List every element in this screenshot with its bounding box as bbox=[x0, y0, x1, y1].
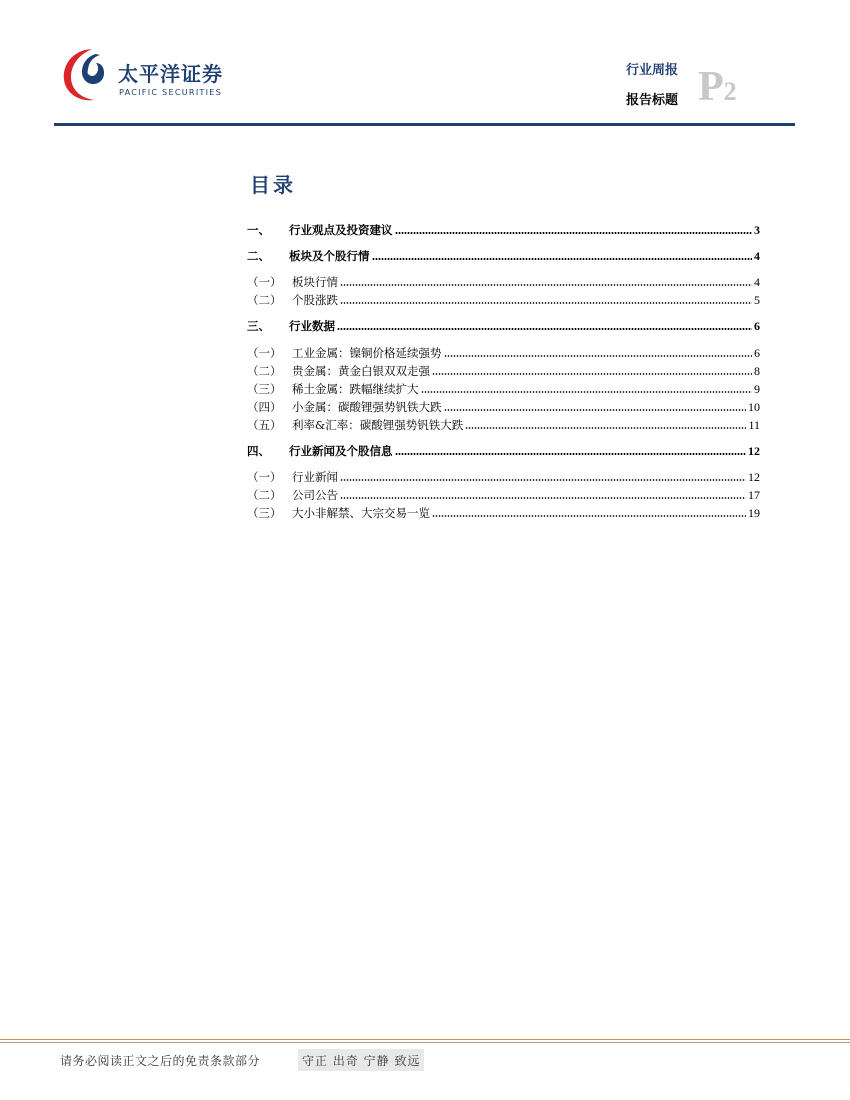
toc-entry-text: 板块及个股行情 bbox=[289, 249, 370, 263]
toc-entry-page: 17 bbox=[748, 488, 760, 502]
footer-divider bbox=[0, 1039, 850, 1040]
toc-entry-page: 11 bbox=[748, 418, 760, 432]
report-title: 报告标题 bbox=[626, 93, 679, 108]
toc-entry-text: 板块行情 bbox=[292, 275, 338, 289]
company-name-en: PACIFIC SECURITIES bbox=[119, 87, 223, 97]
toc-entry-text: 行业观点及投资建议 bbox=[289, 223, 393, 237]
toc-entry-number: （一） bbox=[247, 346, 282, 360]
toc-entry-page: 3 bbox=[754, 223, 760, 237]
toc-entry-text: 行业新闻 bbox=[292, 470, 338, 484]
toc-entry-page: 9 bbox=[754, 382, 760, 396]
toc-entry[interactable] bbox=[247, 469, 760, 486]
toc-entry[interactable] bbox=[247, 417, 760, 434]
toc-entry-page: 19 bbox=[748, 506, 760, 520]
toc-entry-page: 12 bbox=[748, 444, 760, 458]
toc-entry-page: 8 bbox=[754, 364, 760, 378]
toc-entry-text: 稀土金属：跌幅继续扩大 bbox=[292, 382, 419, 396]
toc-dot-leader bbox=[421, 390, 753, 394]
toc-dot-leader bbox=[465, 426, 746, 430]
toc-entry-number: （五） bbox=[247, 418, 282, 432]
toc-entry[interactable] bbox=[247, 443, 760, 460]
toc-entry-page: 5 bbox=[754, 293, 760, 307]
footer-divider bbox=[0, 1042, 850, 1043]
toc-entry-number: （二） bbox=[247, 364, 282, 378]
page-indicator bbox=[698, 66, 737, 108]
toc-entry[interactable] bbox=[247, 399, 760, 416]
toc-entry[interactable] bbox=[247, 274, 760, 291]
toc-entry[interactable] bbox=[247, 222, 760, 239]
toc-entry-page: 4 bbox=[754, 249, 760, 263]
toc-entry[interactable] bbox=[247, 318, 760, 335]
toc-entry-page: 6 bbox=[754, 319, 760, 333]
toc-entry[interactable] bbox=[247, 292, 760, 309]
footer-slogan: 守正 出奇 宁静 致远 bbox=[298, 1049, 424, 1071]
toc-dot-leader bbox=[432, 514, 746, 518]
footer-disclaimer: 请务必阅读正文之后的免责条款部分 bbox=[60, 1054, 261, 1068]
toc-entry-text: 行业新闻及个股信息 bbox=[289, 444, 393, 458]
toc-entry-text: 工业金属：镍铜价格延续强势 bbox=[292, 346, 442, 360]
toc-entry-number: 三、 bbox=[247, 319, 270, 333]
toc-dot-leader bbox=[340, 496, 746, 500]
toc-entry-number: （四） bbox=[247, 400, 282, 414]
toc-entry[interactable] bbox=[247, 381, 760, 398]
toc-entry-page: 4 bbox=[754, 275, 760, 289]
toc-entry-text: 行业数据 bbox=[289, 319, 335, 333]
toc-entry-number: 二、 bbox=[247, 249, 270, 263]
toc-dot-leader bbox=[444, 354, 753, 358]
toc-entry-page: 6 bbox=[754, 346, 760, 360]
toc-entry[interactable] bbox=[247, 363, 760, 380]
toc-dot-leader bbox=[340, 283, 752, 287]
toc-dot-leader bbox=[340, 478, 746, 482]
company-name-cn: 太平洋证券 bbox=[118, 62, 223, 86]
pacific-securities-logo-icon bbox=[60, 46, 112, 102]
company-logo bbox=[60, 46, 230, 102]
toc-entry-page: 10 bbox=[748, 400, 760, 414]
toc-entry[interactable] bbox=[247, 345, 760, 362]
toc-entry[interactable] bbox=[247, 487, 760, 504]
page-number: 2 bbox=[723, 77, 737, 106]
toc-entry-text: 公司公告 bbox=[292, 488, 338, 502]
toc-entry-number: （一） bbox=[247, 275, 282, 289]
toc-entry-number: （三） bbox=[247, 506, 282, 520]
toc-entry-text: 大小非解禁、大宗交易一览 bbox=[292, 506, 430, 520]
toc-dot-leader bbox=[372, 257, 753, 261]
report-type: 行业周报 bbox=[626, 63, 679, 78]
toc-dot-leader bbox=[432, 372, 752, 376]
page-letter: P bbox=[698, 64, 724, 110]
toc-dot-leader bbox=[395, 452, 747, 456]
header-divider bbox=[54, 123, 795, 126]
toc-entry-page: 12 bbox=[748, 470, 760, 484]
toc-entry-number: （二） bbox=[247, 293, 282, 307]
toc-entry-text: 小金属：碳酸锂强势钒铁大跌 bbox=[292, 400, 442, 414]
toc-title: 目录 bbox=[250, 173, 296, 197]
toc-entry-number: 四、 bbox=[247, 444, 270, 458]
toc-entry-text: 个股涨跌 bbox=[292, 293, 338, 307]
toc-entry[interactable] bbox=[247, 248, 760, 265]
toc-dot-leader bbox=[340, 301, 752, 305]
toc-entry-number: （一） bbox=[247, 470, 282, 484]
toc-entry-text: 利率&汇率：碳酸锂强势钒铁大跌 bbox=[292, 418, 464, 432]
toc-dot-leader bbox=[337, 327, 752, 331]
toc-dot-leader bbox=[444, 408, 747, 412]
toc-entry-number: 一、 bbox=[247, 223, 270, 237]
toc-entry-number: （三） bbox=[247, 382, 282, 396]
toc-entry[interactable] bbox=[247, 505, 760, 522]
toc-dot-leader bbox=[395, 231, 753, 235]
toc-entry-number: （二） bbox=[247, 488, 282, 502]
toc-entry-text: 贵金属：黄金白银双双走强 bbox=[292, 364, 430, 378]
